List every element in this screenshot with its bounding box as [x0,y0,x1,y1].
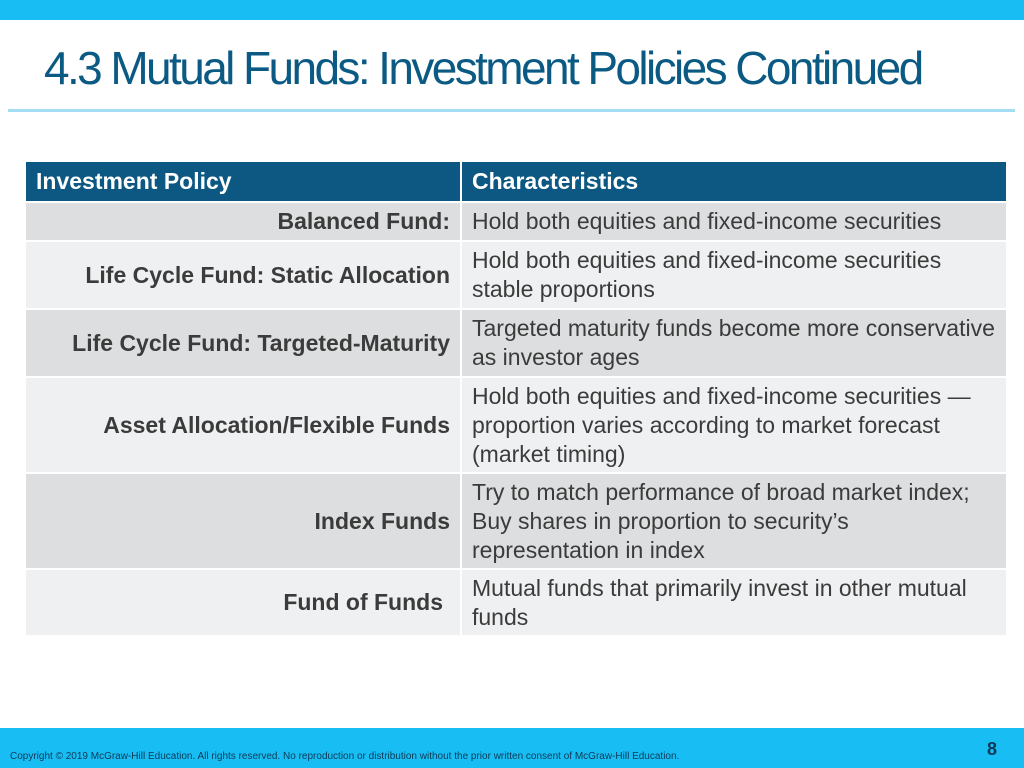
table-row [26,569,1007,636]
policy-cell: Life Cycle Fund: Static Allocation [26,241,461,309]
characteristics-cell: Hold both equities and fixed-income securities —proportion varies according to market forecast (market timing) [461,377,1007,473]
characteristics-cell: Targeted maturity funds become more conservative as investor ages [461,309,1007,377]
table-row [26,309,1007,377]
title-underline [8,109,1015,112]
table-row [26,473,1007,569]
copyright-notice: Copyright © 2019 McGraw-Hill Education. All rights reserved. No reproduction or distribution without the prior written consent of McGraw-Hill Education. [10,751,680,762]
characteristics-cell: Hold both equities and fixed-income securities [461,202,1007,241]
header-characteristics: Characteristics [461,162,1007,202]
characteristics-cell: Mutual funds that primarily invest in other mutual funds [461,569,1007,636]
characteristics-cell: Hold both equities and fixed-income securities stable proportions [461,241,1007,309]
policy-cell: Balanced Fund: [26,202,461,241]
top-accent-bar [0,0,1024,20]
table-row [26,377,1007,473]
header-investment-policy: Investment Policy [26,162,461,202]
table-header-row [26,162,1007,202]
table-row [26,202,1007,241]
slide-title: 4.3 Mutual Funds: Investment Policies Continued [44,42,922,94]
policy-cell: Fund of Funds [26,569,461,636]
table-row [26,241,1007,309]
policy-cell: Life Cycle Fund: Targeted-Maturity [26,309,461,377]
policy-cell: Index Funds [26,473,461,569]
characteristics-cell: Try to match performance of broad market index; Buy shares in proportion to security’s representation in index [461,473,1007,569]
investment-policy-table [26,162,1008,637]
policy-cell: Asset Allocation/Flexible Funds [26,377,461,473]
page-number: 8 [986,739,997,759]
